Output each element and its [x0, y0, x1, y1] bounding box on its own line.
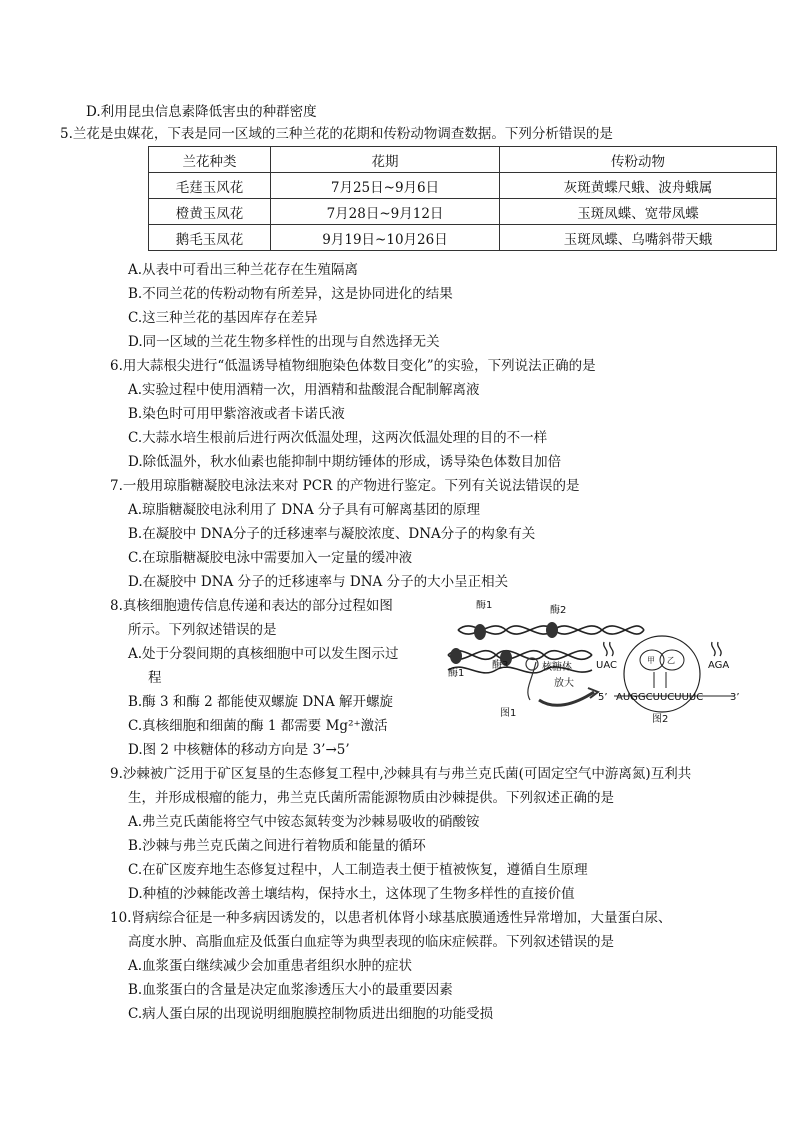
q5-option-c: C.这三种兰花的基因库存在差异	[128, 310, 318, 326]
q8-option-a-continued: 程	[148, 670, 162, 686]
label-enzyme1-top: 酶1	[476, 600, 493, 611]
q5-orchid-table	[148, 146, 777, 251]
q8-option-c: C.真核细胞和细菌的酶 1 都需要 Mg²⁺激活	[128, 718, 388, 734]
q5-option-b: B.不同兰花的传粉动物有所差异，这是协同进化的结果	[128, 286, 453, 302]
label-figure2: 图2	[652, 714, 669, 725]
label-3-prime: 3’	[730, 692, 740, 703]
table-header-cell: 兰花种类	[149, 147, 271, 173]
label-zoom: 放大	[554, 678, 574, 689]
table-cell: 7月25日~9月6日	[271, 173, 500, 199]
q10-option-a: A.血浆蛋白继续减少会加重患者组织水肿的症状	[128, 958, 413, 974]
q6-option-d: D.除低温外，秋水仙素也能抑制中期纺锤体的形成，诱导染色体数目加倍	[128, 454, 562, 470]
q7-option-b: B.在凝胶中 DNA分子的迁移速率与凝胶浓度、DNA分子的构象有关	[128, 526, 536, 542]
q5-stem: 5.兰花是虫媒花，下表是同一区域的三种兰花的花期和传粉动物调查数据。下列分析错误的是	[60, 126, 613, 142]
label-mrna-sequence: AUGGCUUCUUUC	[616, 692, 704, 703]
q10-stem-line1: 10.肾病综合征是一种多病因诱发的，以患者机体肾小球基底膜通透性异常增加，大量蛋白尿、	[110, 910, 672, 926]
table-cell: 毛莛玉风花	[149, 173, 271, 199]
q8-option-d: D.图 2 中核糖体的移动方向是 3’→5’	[128, 742, 350, 758]
label-anticodon-aga: AGA	[708, 660, 730, 671]
label-anticodon-uac: UAC	[596, 660, 617, 671]
q6-stem: 6.用大蒜根尖进行“低温诱导植物细胞染色体数目变化”的实验，下列说法正确的是	[110, 358, 596, 374]
label-site-a: 甲	[647, 656, 655, 665]
q6-option-c: C.大蒜水培生根前后进行两次低温处理，这两次低温处理的目的不一样	[128, 430, 548, 446]
q9-stem-line2: 生，并形成根瘤的能力，弗兰克氏菌所需能源物质由沙棘提供。下列叙述正确的是	[128, 790, 614, 806]
table-cell: 鹅毛玉凤花	[149, 225, 271, 251]
q9-option-a: A.弗兰克氏菌能将空气中铵态氮转变为沙棘易吸收的硝酸铵	[128, 814, 480, 830]
table-cell: 9月19日~10月26日	[271, 225, 500, 251]
q7-option-c: C.在琼脂糖凝胶电泳中需要加入一定量的缓冲液	[128, 550, 413, 566]
q9-stem-line1: 9.沙棘被广泛用于矿区复垦的生态修复工程中,沙棘具有与弗兰克氏菌(可固定空气中游离氮)互利共	[110, 766, 692, 782]
q9-option-d: D.种植的沙棘能改善土壤结构，保持水土，这体现了生物多样性的直接价值	[128, 886, 575, 902]
q10-option-c: C.病人蛋白尿的出现说明细胞膜控制物质进出细胞的功能受损	[128, 1006, 494, 1022]
q10-option-b: B.血浆蛋白的含量是决定血浆渗透压大小的最重要因素	[128, 982, 453, 998]
label-site-b: 乙	[667, 656, 675, 665]
q9-option-c: C.在矿区废弃地生态修复过程中，人工制造表土便于植被恢复，遵循自生原理	[128, 862, 588, 878]
q7-option-a: A.琼脂糖凝胶电泳利用了 DNA 分子具有可解离基团的原理	[128, 502, 481, 518]
table-cell: 玉斑凤蝶、宽带凤蝶	[500, 199, 777, 225]
q9-option-b: B.沙棘与弗兰克氏菌之间进行着物质和能量的循环	[128, 838, 426, 854]
q5-option-d: D.同一区域的兰花生物多样性的出现与自然选择无关	[128, 334, 440, 350]
q6-option-b: B.染色时可用甲紫溶液或者卡诺氏液	[128, 406, 345, 422]
table-header-row	[149, 147, 777, 173]
table-cell: 7月28日~9月12日	[271, 199, 500, 225]
label-enzyme3: 酶3	[492, 660, 509, 671]
label-5-prime: 5’	[598, 692, 608, 703]
table-row	[149, 173, 777, 199]
table-header-cell: 传粉动物	[500, 147, 777, 173]
label-enzyme1-bottom: 酶1	[448, 668, 465, 679]
table-cell: 玉斑凤蝶、乌嘴斜带天蛾	[500, 225, 777, 251]
table-cell: 橙黄玉凤花	[149, 199, 271, 225]
q8-stem-line1: 8.真核细胞遗传信息传递和表达的部分过程如图	[110, 598, 393, 614]
dna-replication-transcription-figure	[444, 600, 754, 725]
q8-option-b: B.酶 3 和酶 2 都能使双螺旋 DNA 解开螺旋	[128, 694, 394, 710]
q7-option-d: D.在凝胶中 DNA 分子的迁移速率与 DNA 分子的大小呈正相关	[128, 574, 509, 590]
label-enzyme2: 酶2	[550, 605, 567, 616]
label-figure1: 图1	[500, 708, 517, 719]
q8-option-a: A.处于分裂间期的真核细胞中可以发生图示过	[128, 646, 399, 662]
q10-stem-line2: 高度水肿、高脂血症及低蛋白血症等为典型表现的临床症候群。下列叙述错误的是	[128, 934, 614, 950]
q7-stem: 7.一般用琼脂糖凝胶电泳法来对 PCR 的产物进行鉴定。下列有关说法错误的是	[110, 478, 580, 494]
table-row	[149, 225, 777, 251]
table-header-cell: 花期	[271, 147, 500, 173]
label-ribosome: 核糖体	[542, 662, 572, 673]
q6-option-a: A.实验过程中使用酒精一次，用酒精和盐酸混合配制解离液	[128, 382, 480, 398]
q8-stem-line2: 所示。下列叙述错误的是	[128, 622, 277, 638]
table-row	[149, 199, 777, 225]
table-cell: 灰斑黄蝶尺蛾、波舟蛾属	[500, 173, 777, 199]
q5-option-a: A.从表中可看出三种兰花存在生殖隔离	[128, 262, 359, 278]
prev-question-option-d: D.利用昆虫信息素降低害虫的种群密度	[86, 104, 317, 120]
